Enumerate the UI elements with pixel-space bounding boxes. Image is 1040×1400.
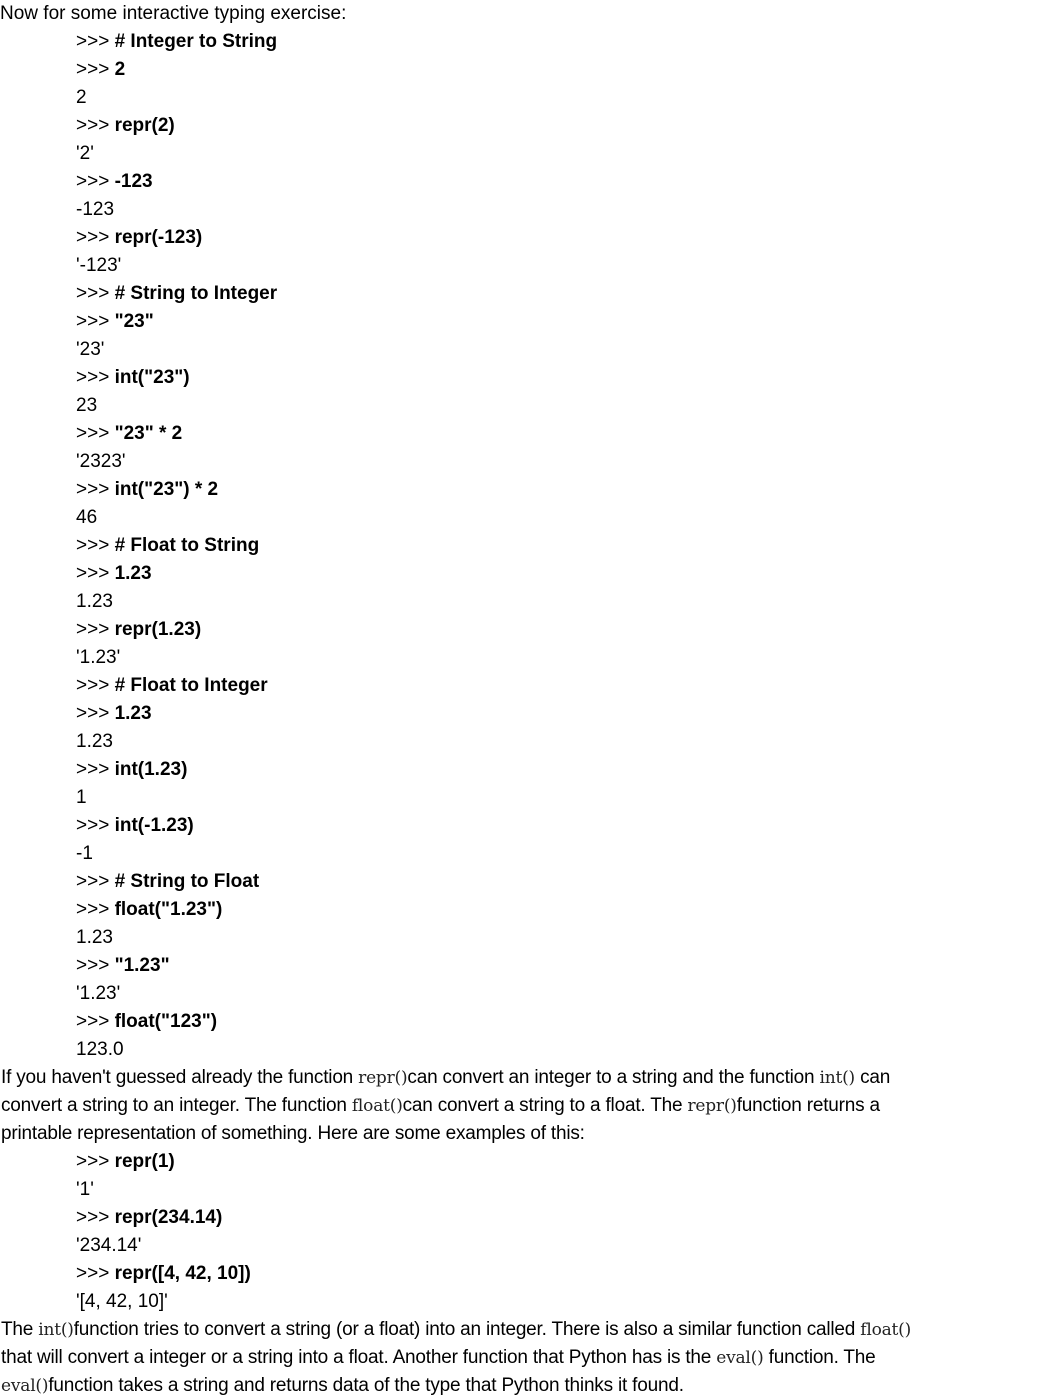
prompt: >>> [76,871,110,892]
text-run: that will convert a integer or a string into a float. Another function that Python has is the [1,1347,717,1368]
command-text: repr(234.14) [114,1207,223,1228]
command-text: int(-1.23) [114,815,194,836]
command-text: int("23") [114,367,190,388]
output-line: 123.0 [76,1039,124,1060]
command-text: int("23") * 2 [114,479,219,500]
text-run: function tries to convert a string (or a float) into an integer. There is also a similar function called [73,1319,861,1340]
output-line: '23' [76,339,105,360]
command-text: # String to Integer [114,283,278,304]
prompt: >>> [76,1207,110,1228]
paragraph-line [0,1064,1040,1092]
output-line: 2 [76,87,87,108]
prompt: >>> [76,171,110,192]
output-line: 23 [76,395,98,416]
input-line [76,56,1040,84]
command-text: 1.23 [114,703,152,724]
paragraph-line [0,1344,1040,1372]
prompt: >>> [76,619,110,640]
function-name-int: int() [819,1068,855,1088]
output-line: 1.23 [76,927,113,948]
paragraph-line [0,1372,1040,1400]
output-line: -123 [76,199,115,220]
output-line: '2' [76,143,94,164]
input-line [76,168,1040,196]
input-line [76,896,1040,924]
intro-text: Now for some interactive typing exercise: [0,3,347,24]
function-name-float: float() [860,1320,912,1340]
command-text: # Float to Integer [114,675,268,696]
command-text: # Float to String [114,535,260,556]
prompt: >>> [76,955,110,976]
text-run: can convert a string to a float. The [402,1095,688,1116]
paragraph-line: printable representation of something. Here are some examples of this: [1,1123,585,1144]
interactive-session-conversions [0,28,1040,1064]
output-line: '-123' [76,255,122,276]
input-line [76,1260,1040,1288]
command-text: "23" * 2 [114,423,183,444]
command-text: repr([4, 42, 10]) [114,1263,251,1284]
text-run: function returns a [736,1095,880,1116]
input-line [76,280,1040,308]
output-line: '2323' [76,451,126,472]
output-line: '1.23' [76,647,121,668]
command-text: int(1.23) [114,759,188,780]
input-line [76,1204,1040,1232]
input-line [76,560,1040,588]
prompt: >>> [76,899,110,920]
text-run: can [854,1067,891,1088]
prompt: >>> [76,59,110,80]
input-line [76,1148,1040,1176]
prompt: >>> [76,31,110,52]
prompt: >>> [76,115,110,136]
prompt: >>> [76,675,110,696]
prompt: >>> [76,535,110,556]
input-line [76,364,1040,392]
input-line [76,700,1040,728]
input-line [76,952,1040,980]
function-name-float: float() [351,1096,403,1116]
prompt: >>> [76,479,110,500]
function-name-repr: repr() [358,1068,408,1088]
prompt: >>> [76,311,110,332]
command-text: "1.23" [114,955,170,976]
paragraph-repr-int-float [0,1064,1040,1148]
command-text: "23" [114,311,154,332]
text-run: The [1,1319,39,1340]
prompt: >>> [76,1151,110,1172]
command-text: float("123") [114,1011,218,1032]
input-line [76,420,1040,448]
command-text: -123 [114,171,153,192]
prompt: >>> [76,1263,110,1284]
command-text: float("1.23") [114,899,223,920]
input-line [76,112,1040,140]
prompt: >>> [76,423,110,444]
text-run: convert a string to an integer. The function [1,1095,352,1116]
output-line: 1 [76,787,87,808]
output-line: -1 [76,843,93,864]
text-run: function takes a string and returns data of the type that Python thinks it found. [48,1375,684,1396]
command-text: repr(-123) [114,227,203,248]
input-line [76,1008,1040,1036]
command-text: # Integer to String [114,31,278,52]
prompt: >>> [76,563,110,584]
input-line [76,812,1040,840]
output-line: '1.23' [76,983,121,1004]
text-run: can convert an integer to a string and the function [407,1067,820,1088]
command-text: repr(2) [114,115,175,136]
input-line [76,756,1040,784]
input-line [76,616,1040,644]
prompt: >>> [76,759,110,780]
output-line: 46 [76,507,98,528]
prompt: >>> [76,227,110,248]
function-name-repr: repr() [687,1096,737,1116]
output-line: '[4, 42, 10]' [76,1291,168,1312]
prompt: >>> [76,815,110,836]
command-text: 1.23 [114,563,152,584]
prompt: >>> [76,283,110,304]
output-line: 1.23 [76,731,113,752]
paragraph-line [0,1092,1040,1120]
function-name-eval: eval() [716,1348,764,1368]
input-line [76,308,1040,336]
text-run: If you haven't guessed already the function [1,1067,359,1088]
prompt: >>> [76,1011,110,1032]
output-line: '1' [76,1179,94,1200]
command-text: # String to Float [114,871,260,892]
output-line: 1.23 [76,591,113,612]
command-text: repr(1.23) [114,619,202,640]
command-text: 2 [114,59,126,80]
output-line: '234.14' [76,1235,142,1256]
prompt: >>> [76,703,110,724]
input-line [76,672,1040,700]
input-line [76,28,1040,56]
input-line [76,476,1040,504]
input-line [76,868,1040,896]
input-line [76,532,1040,560]
function-name-int: int() [38,1320,74,1340]
input-line [76,224,1040,252]
paragraph-line [0,1316,1040,1344]
paragraph-int-float-eval [0,1316,1040,1400]
prompt: >>> [76,367,110,388]
function-name-eval: eval() [1,1376,49,1396]
interactive-session-repr-examples [0,1148,1040,1316]
text-run: function. The [763,1347,876,1368]
command-text: repr(1) [114,1151,175,1172]
